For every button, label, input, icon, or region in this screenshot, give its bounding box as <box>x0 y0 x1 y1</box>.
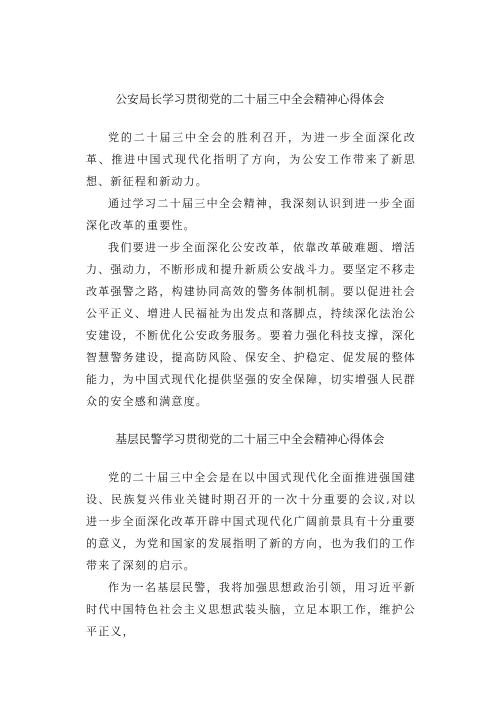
paragraph: 党的二十届三中全会的胜利召开，为进一步全面深化改革、推进中国式现代化指明了方向，为公安工作带来了新思想、新征程和新动力。 <box>86 131 416 188</box>
article-body-1 <box>86 127 416 413</box>
article-title-1: 公安局长学习贯彻党的二十届三中全会精神心得体会 <box>115 92 385 106</box>
paragraph: 我们要进一步全面深化公安改革，依靠改革破难题、增活力、强动力，不断形成和提升新质公安战斗力。要坚定不移走改革强警之路，构建协同高效的警务体制机制。要以促进社会公平正义、增进人民福祉为出发点和落脚点，持续深化法治公安建设，不断优化公安政务服务。要着力强化科技支撑，深化智慧警务建设，提高防风险、保安全、护稳定、促发展的整体能力，为中国式现代化提供坚强的安全保障，切实增强人民群众的安全感和满意度。 <box>86 241 416 408</box>
article-title-2: 基层民警学习贯彻党的二十届三中全会精神心得体会 <box>115 432 385 446</box>
article-body-2 <box>86 467 416 643</box>
paragraph: 党的二十届三中全会是在以中国式现代化全面推进强国建设、民族复兴伟业关键时期召开的一次十分重要的会议,对以进一步全面深化改革开辟中国式现代化广阔前景具有十分重要的意义，为党和国家的发展指明了新的方向，也为我们的工作带来了深刻的启示。 <box>86 471 416 572</box>
paragraph: 作为一名基层民警，我将加强思想政治引领，用习近平新时代中国特色社会主义思想武装头脑，立足本职工作，维护公平正义， <box>86 581 416 638</box>
paragraph: 通过学习二十届三中全会精神，我深刻认识到进一步全面深化改革的重要性。 <box>86 197 416 232</box>
